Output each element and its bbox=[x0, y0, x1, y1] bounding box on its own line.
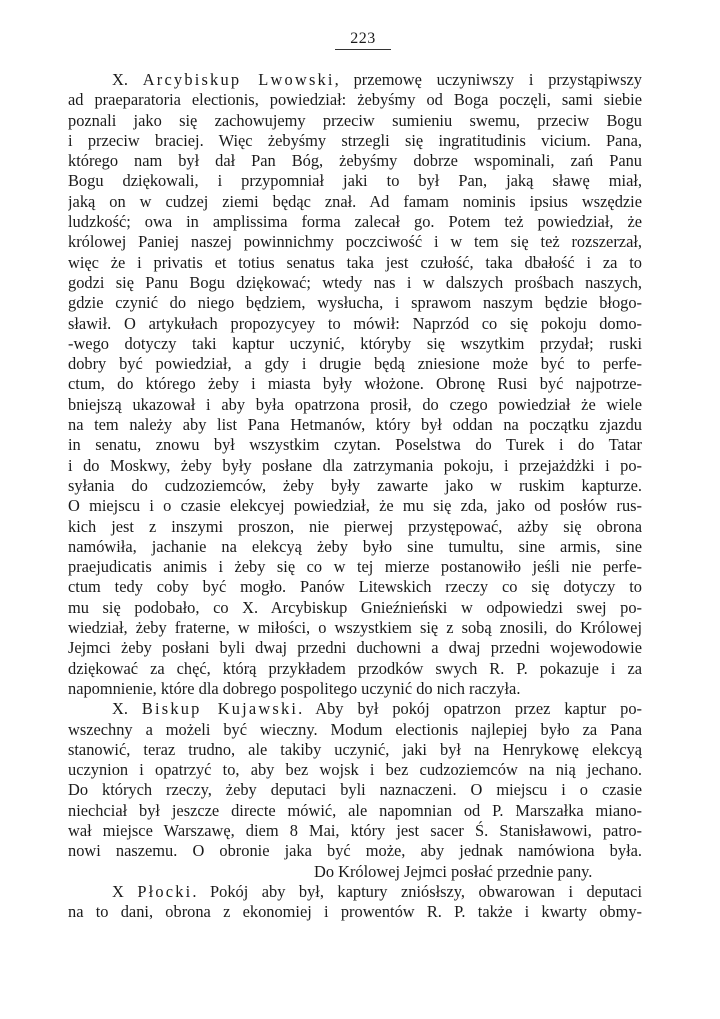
text-line: dziękować za chęć, którą przykładem przodków swych R. P. pokazuje i za bbox=[68, 658, 642, 678]
text-line: uczynion i opatrzyć to, aby bez wojsk i bez cudzoziemców na nią jechano. bbox=[68, 760, 642, 780]
text-line: namówiła, jachanie na elekcyą żeby było sine tumultu, sine armis, sine bbox=[68, 536, 642, 556]
text-line: napomnienie, które dla dobrego pospolitego uczynić do nich raczyła. bbox=[68, 678, 521, 698]
text-line: -wego dotyczy taki kaptur uczynić, któryby się wszytkim przydał; ruski bbox=[68, 333, 642, 353]
text-line: na tem należy aby list Pana Hetmanów, który był oddan na początku zjazdu bbox=[68, 415, 642, 435]
text-line: królowej Paniej naszej powinnichmy poczciwość i w tem się też rozszerzał, bbox=[68, 232, 642, 252]
text-line: ad praeparatoria electionis, powiedział: żebyśmy od Boga poczęli, sami siebie bbox=[68, 90, 642, 110]
text-line: i przeciw braciej. Więc żebyśmy strzegli się ingratitudinis vicium. Pana, bbox=[68, 130, 642, 150]
text-line: kich jest z inszymi proszon, nie pierwej przystępować, ażby się obrona bbox=[68, 516, 642, 536]
text-line: O miejscu i o czasie elekcyej powiedział, że mu się zda, jako od posłów rus- bbox=[68, 496, 642, 516]
text-line: godzi się Panu Bogu dziękować; wtedy nas i w dalszych prośbach naszych, bbox=[68, 272, 642, 292]
text-line: X. Arcybiskup Lwowski, przemowę uczyniwszy i przystąpiwszy bbox=[112, 70, 642, 89]
speaker-name: Płocki bbox=[137, 881, 193, 901]
text-line: mu się podobało, co X. Arcybiskup Gnieźnieński w odpowiedzi swej po- bbox=[68, 597, 642, 617]
text-block bbox=[68, 70, 642, 922]
text-line: praejudicatis animis i żeby się co w tej mierze postanowiło jeśli nie perfe- bbox=[68, 557, 642, 577]
text-line: poznali jako się zachowujemy przeciw sumieniu swemu, przeciw Bogu bbox=[68, 110, 642, 130]
text-line: X. Biskup Kujawski. Aby był pokój opatrzon przez kaptur po- bbox=[112, 699, 642, 719]
text-line: ctum, do którego żeby i miasta były włożone. Obronę Rusi być najpotrze- bbox=[68, 374, 642, 394]
text-line: Bogu dziękowali, i przypomniał jaki to był Pan, jaką sławę miał, bbox=[68, 171, 642, 191]
text-line: Jejmci żeby posłani byli dwaj przedni duchowni a dwaj przedni wojewodowie bbox=[68, 638, 642, 658]
text-line: sławił. O artykułach propozycyey to mówił: Naprzód co się pokoju domo- bbox=[68, 313, 642, 333]
text-line: dobry być powiedział, a gdy i drugie będą zniesione może być to perfe- bbox=[68, 354, 642, 374]
text-line: i do Moskwy, żeby były posłane dla zatrzymania pokoju, i przejażdżki i po- bbox=[68, 455, 642, 475]
text-line: bniejszą ukazował i aby była opatrzona prosił, do czego powiedział że wiele bbox=[68, 394, 642, 414]
text-line: na to dani, obrona z ekonomiej i prowentów R. P. także i kwarty obmy- bbox=[68, 902, 642, 922]
text-line: ctum tedy coby być mogło. Panów Litewskich rzeczy co się dotyczy to bbox=[68, 577, 642, 597]
text-line: Do Królowej Jejmci posłać przednie pany. bbox=[314, 861, 593, 881]
text-line: wszechny a możeli być wieczny. Modum electionis najlepiej było za Pana bbox=[68, 719, 642, 739]
text-line: więc że i privatis et totius senatus taka jest czułość, taka dbałość i za to bbox=[68, 252, 642, 272]
text-line: niechciał był jeszcze directe mówić, ale napomnian od P. Marszałka miano- bbox=[68, 800, 642, 820]
text-line: in senatu, znowu był wszystkim czytan. Poselstwa do Turek i do Tatar bbox=[68, 435, 642, 455]
text-line: X Płocki. Pokój aby był, kaptury zniósłszy, obwarowan i deputaci bbox=[112, 881, 642, 901]
text-line: nowi naszemu. O obronie jaka być może, aby jednak namówiona była. bbox=[68, 841, 642, 861]
text-line: jaką on w cudzej ziemi będąc znał. Ad famam nominis ipsius wszędzie bbox=[68, 191, 642, 211]
text-line: Do których rzeczy, żeby deputaci byli naznaczeni. O miejscu i o czasie bbox=[68, 780, 642, 800]
page-number: 223 bbox=[333, 30, 393, 50]
text-line: wiedział, żeby fraterne, w miłości, o wszystkiem się z sobą znosili, do Królowej bbox=[68, 618, 642, 638]
speaker-name: Arcybiskup Lwowski bbox=[142, 70, 335, 89]
text-line: stanowić, teraz trudno, ale takiby uczynić, jaki był na Henrykowę elekcyą bbox=[68, 739, 642, 759]
text-line: którego nam był dał Pan Bóg, żebyśmy dobrze wspominali, zań Panu bbox=[68, 151, 642, 171]
text-line: ludzkość; owa in amplissima forma zalecał go. Potem też powiedział, że bbox=[68, 212, 642, 232]
text-line: wał miejsce Warszawę, diem 8 Mai, który jest sacer Ś. Stanisławowi, patro- bbox=[68, 820, 642, 840]
speaker-name: Biskup Kujawski bbox=[141, 699, 299, 719]
text-line: gdzie czynić do niego będziem, wysłucha, i sprawom naszym będzie błogo- bbox=[68, 293, 642, 313]
text-line: syłania do cudzoziemców, żeby były zawarte jako w ruskim kapturze. bbox=[68, 475, 642, 495]
